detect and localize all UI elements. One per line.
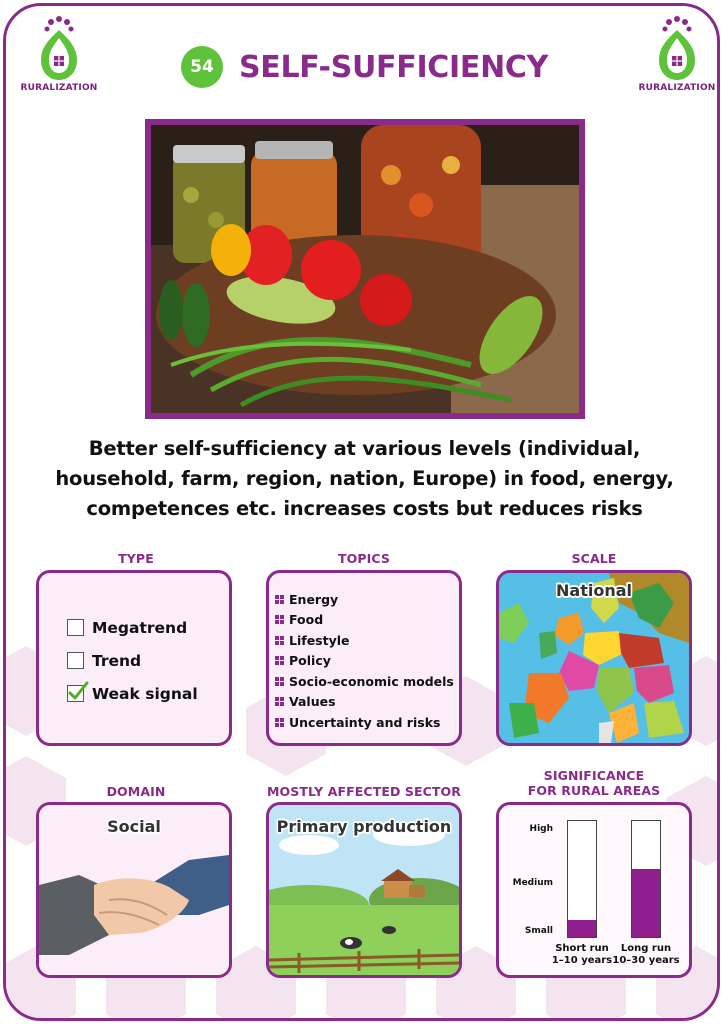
type-label: Weak signal — [92, 684, 198, 703]
topic-item — [275, 692, 454, 713]
type-item-trend — [67, 644, 198, 677]
topics-heading: TOPICS — [338, 551, 390, 566]
type-label: Trend — [92, 651, 142, 670]
brand-name: RURALIZATION — [638, 83, 716, 93]
domain-value: Social — [107, 817, 161, 836]
sector-value: Primary production — [276, 817, 452, 836]
brand-name: RURALIZATION — [20, 83, 98, 93]
type-item-megatrend — [67, 611, 198, 644]
checkbox-icon — [67, 619, 84, 636]
domain-heading: DOMAIN — [106, 784, 166, 799]
card-header — [6, 42, 720, 92]
topic-item — [275, 712, 454, 733]
topic-item — [275, 671, 454, 692]
type-heading: TYPE — [118, 551, 154, 566]
significance-heading — [496, 768, 692, 798]
topic-item — [275, 651, 454, 672]
bar-caption-line1: Short run — [555, 943, 609, 954]
topic-label: Energy — [289, 591, 339, 607]
bar-caption-line1: Long run — [620, 943, 672, 954]
grid-bullet-icon — [275, 677, 284, 686]
bar-caption-long-run — [611, 943, 681, 967]
type-label: Megatrend — [92, 618, 188, 637]
topics-list — [275, 589, 454, 733]
bar-fill — [632, 869, 660, 937]
scale-heading: SCALE — [571, 551, 617, 566]
topic-item — [275, 589, 454, 610]
topic-label: Policy — [289, 653, 331, 669]
topic-item — [275, 610, 454, 631]
topics-box — [266, 570, 462, 746]
topic-label: Values — [289, 694, 336, 710]
checkbox-checked-icon — [67, 685, 84, 702]
significance-bar-short-run — [567, 820, 597, 938]
significance-box — [496, 802, 692, 978]
topic-label: Food — [289, 612, 324, 628]
sector-box — [266, 802, 462, 978]
level-label-small: Small — [524, 926, 553, 936]
trend-statement: Better self-sufficiency at various levels (individual, household, farm, region, nation, Europe) in food, energy, competences etc. increases costs but reduces risks — [55, 437, 674, 520]
bar-caption-line2: 10–30 years — [612, 955, 680, 966]
type-box — [36, 570, 232, 746]
checkbox-icon — [67, 652, 84, 669]
type-item-weak-signal — [67, 677, 198, 710]
bar-fill — [568, 920, 596, 937]
grid-bullet-icon — [275, 718, 284, 727]
trend-card — [3, 3, 720, 1021]
card-title: SELF-SUFFICIENCY — [238, 49, 549, 85]
scale-value: National — [556, 581, 632, 600]
topic-label: Socio-economic models — [289, 673, 454, 689]
topic-label: Lifestyle — [289, 632, 350, 648]
topic-item — [275, 630, 454, 651]
checkmark-icon — [67, 680, 89, 702]
grid-bullet-icon — [275, 656, 284, 665]
grid-bullet-icon — [275, 615, 284, 624]
significance-heading-line1: SIGNIFICANCE — [543, 768, 645, 783]
level-label-high: High — [529, 824, 553, 834]
significance-heading-line2: FOR RURAL AREAS — [527, 783, 661, 798]
sector-heading: MOSTLY AFFECTED SECTOR — [267, 784, 461, 799]
preserved-vegetables-photo — [145, 119, 585, 419]
grid-bullet-icon — [275, 595, 284, 604]
bar-caption-line2: 1–10 years — [551, 955, 613, 966]
significance-bar-long-run — [631, 820, 661, 938]
level-label-medium: Medium — [512, 878, 553, 888]
type-list — [67, 611, 198, 710]
topic-label: Uncertainty and risks — [289, 714, 441, 730]
bar-caption-short-run — [547, 943, 617, 967]
grid-bullet-icon — [275, 636, 284, 645]
grid-bullet-icon — [275, 697, 284, 706]
card-number-badge: 54 — [181, 46, 223, 88]
scale-box — [496, 570, 692, 746]
domain-box — [36, 802, 232, 978]
